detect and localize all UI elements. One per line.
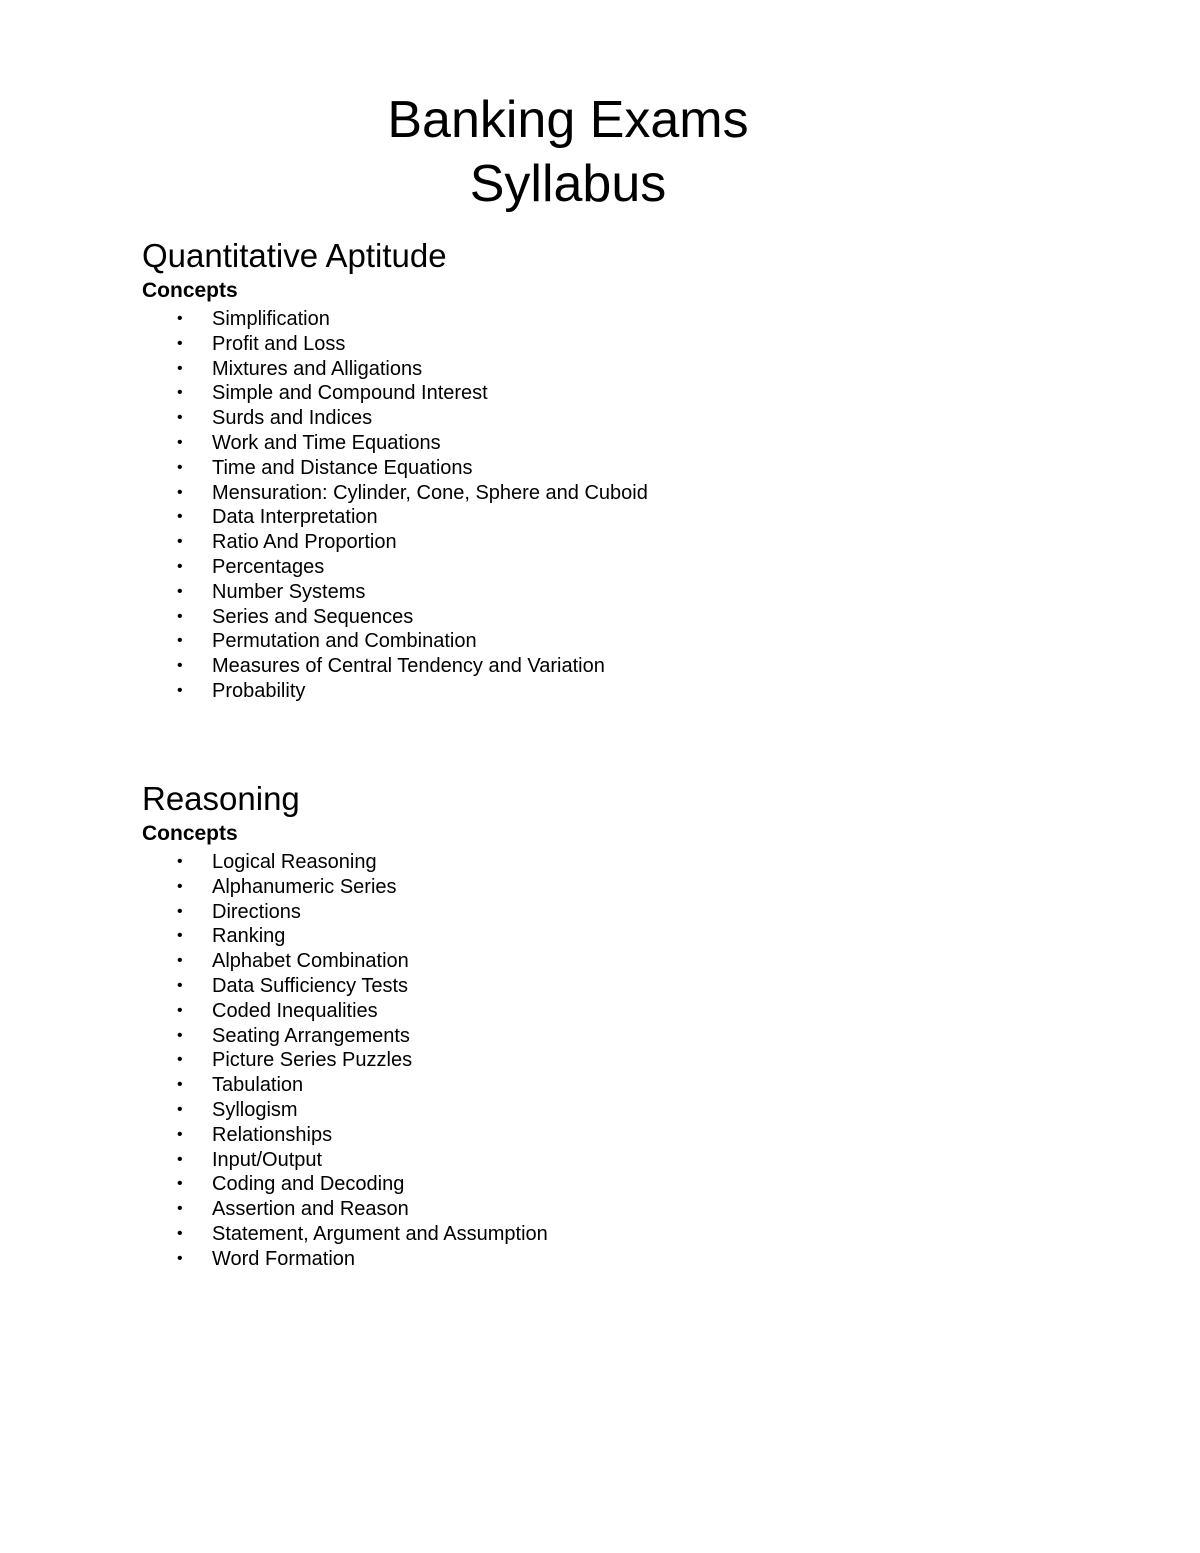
list-item-label: Ratio And Proportion <box>212 531 397 554</box>
list-item-label: Data Sufficiency Tests <box>212 974 409 997</box>
bullet-icon: • <box>177 1125 183 1143</box>
bullet-icon: • <box>177 334 183 352</box>
bullet-icon: • <box>177 458 183 476</box>
bullet-icon: • <box>177 853 183 870</box>
list-item-label: Number Systems <box>212 580 366 603</box>
list-item-label: Syllogism <box>212 1098 298 1121</box>
section-reasoning <box>142 779 1042 1272</box>
list-item-label: Series and Sequences <box>212 605 414 628</box>
bullet-icon: • <box>177 976 183 994</box>
bullet-icon: • <box>177 1200 183 1218</box>
bullet-icon: • <box>177 877 183 895</box>
document-title-line-2: Syllabus <box>469 155 667 213</box>
section-heading: Quantitative Aptitude <box>142 237 447 274</box>
bullet-icon: • <box>177 1249 183 1267</box>
list-item <box>142 850 1042 875</box>
list-item <box>142 1073 1042 1098</box>
bullet-icon: • <box>177 310 183 327</box>
bullet-icon: • <box>177 533 183 551</box>
list-item <box>142 456 1042 481</box>
list-item <box>142 406 1042 431</box>
list-item <box>142 924 1042 949</box>
list-item-label: Directions <box>212 900 301 923</box>
list-item-label: Data Interpretation <box>212 506 378 529</box>
list-item-label: Alphanumeric Series <box>212 875 397 898</box>
list-item-label: Statement, Argument and Assumption <box>212 1222 548 1245</box>
bullet-icon: • <box>177 1175 183 1193</box>
list-item <box>142 555 1042 580</box>
list-item-label: Word Formation <box>212 1247 356 1270</box>
bullet-icon: • <box>177 927 183 945</box>
concept-list <box>142 307 1042 704</box>
bullet-icon: • <box>177 384 183 402</box>
section-heading: Reasoning <box>142 780 300 817</box>
list-item <box>142 654 1042 679</box>
list-item-label: Measures of Central Tendency and Variation <box>212 655 605 678</box>
list-item-label: Input/Output <box>212 1148 323 1171</box>
concepts-subheading: Concepts <box>142 822 238 845</box>
list-item <box>142 1123 1042 1148</box>
section-quantitative-aptitude <box>142 236 1042 704</box>
bullet-icon: • <box>177 607 183 625</box>
document-title-line-1: Banking Exams <box>387 91 749 149</box>
list-item <box>142 580 1042 605</box>
list-item-label: Seating Arrangements <box>212 1024 410 1047</box>
list-item <box>142 679 1042 704</box>
list-item-label: Alphabet Combination <box>212 950 409 973</box>
list-item <box>142 949 1042 974</box>
list-item-label: Ranking <box>212 925 286 948</box>
bullet-icon: • <box>177 952 183 970</box>
list-item-label: Logical Reasoning <box>212 851 377 873</box>
list-item-label: Coded Inequalities <box>212 999 378 1022</box>
concepts-subheading: Concepts <box>142 279 238 302</box>
list-item-label: Tabulation <box>212 1074 304 1097</box>
list-item-label: Percentages <box>212 555 325 578</box>
list-item <box>142 505 1042 530</box>
bullet-icon: • <box>177 681 183 699</box>
bullet-icon: • <box>177 1051 183 1069</box>
list-item-label: Relationships <box>212 1123 333 1146</box>
bullet-icon: • <box>177 1026 183 1044</box>
document-title <box>0 88 1136 216</box>
list-item-label: Mensuration: Cylinder, Cone, Sphere and Cuboid <box>212 481 648 504</box>
bullet-icon: • <box>177 508 183 526</box>
bullet-icon: • <box>177 1076 183 1094</box>
list-item <box>142 875 1042 900</box>
list-item-label: Simple and Compound Interest <box>212 382 488 405</box>
list-item <box>142 1222 1042 1247</box>
list-item <box>142 332 1042 357</box>
bullet-icon: • <box>177 632 183 650</box>
list-item <box>142 900 1042 925</box>
list-item-label: Mixtures and Alligations <box>212 357 423 380</box>
list-item <box>142 1148 1042 1173</box>
bullet-icon: • <box>177 582 183 600</box>
list-item <box>142 1048 1042 1073</box>
bullet-icon: • <box>177 359 183 377</box>
bullet-icon: • <box>177 1001 183 1019</box>
list-item <box>142 1172 1042 1197</box>
bullet-icon: • <box>177 1100 183 1118</box>
list-item-label: Assertion and Reason <box>212 1198 409 1221</box>
bullet-icon: • <box>177 1150 183 1168</box>
list-item-label: Profit and Loss <box>212 332 346 355</box>
list-item <box>142 431 1042 456</box>
list-item <box>142 605 1042 630</box>
list-item-label: Surds and Indices <box>212 407 373 430</box>
list-item <box>142 381 1042 406</box>
list-item <box>142 974 1042 999</box>
bullet-icon: • <box>177 483 183 501</box>
list-item <box>142 530 1042 555</box>
list-item-label: Picture Series Puzzles <box>212 1049 413 1072</box>
bullet-icon: • <box>177 902 183 920</box>
bullet-icon: • <box>177 1224 183 1242</box>
list-item <box>142 1024 1042 1049</box>
list-item <box>142 481 1042 506</box>
bullet-icon: • <box>177 433 183 451</box>
concept-list <box>142 850 1042 1272</box>
list-item <box>142 1197 1042 1222</box>
bullet-icon: • <box>177 557 183 575</box>
list-item-label: Permutation and Combination <box>212 630 477 653</box>
list-item <box>142 357 1042 382</box>
list-item-label: Time and Distance Equations <box>212 456 473 479</box>
bullet-icon: • <box>177 657 183 675</box>
list-item-label: Probability <box>212 679 306 702</box>
list-item-label: Simplification <box>212 308 330 330</box>
list-item <box>142 1098 1042 1123</box>
list-item <box>142 307 1042 332</box>
list-item <box>142 1247 1042 1272</box>
list-item <box>142 629 1042 654</box>
list-item-label: Work and Time Equations <box>212 431 441 454</box>
bullet-icon: • <box>177 409 183 427</box>
list-item <box>142 999 1042 1024</box>
list-item-label: Coding and Decoding <box>212 1173 405 1196</box>
